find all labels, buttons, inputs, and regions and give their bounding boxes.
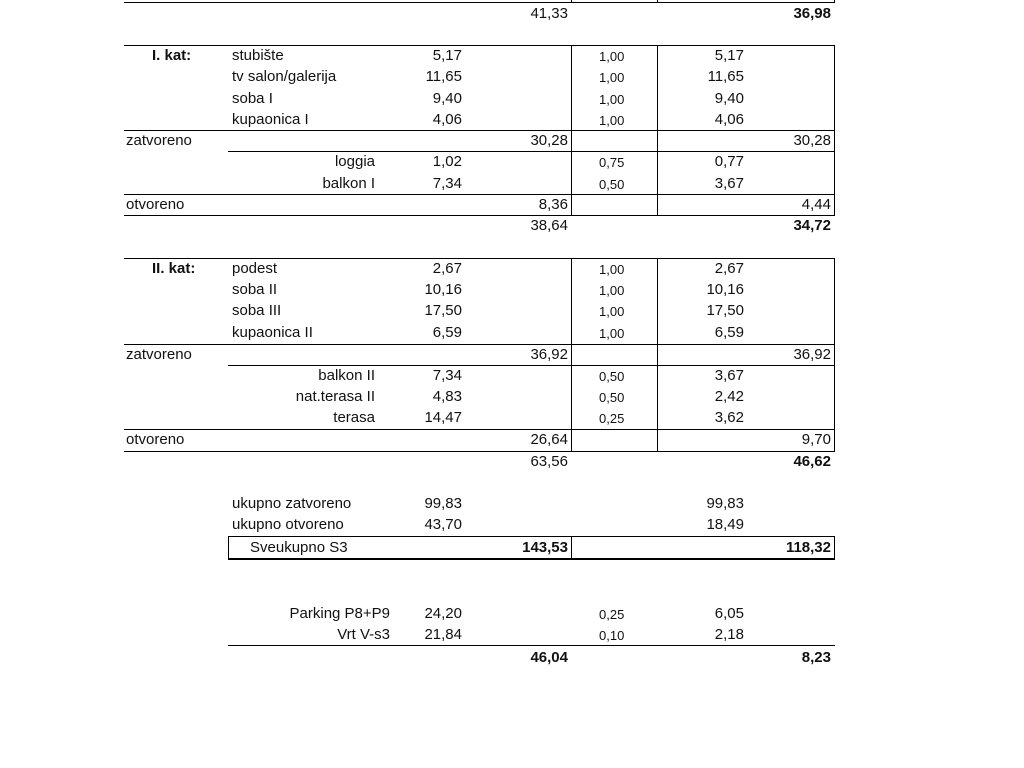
rule bbox=[228, 151, 835, 152]
open-item-name: nat.terasa II bbox=[295, 388, 375, 405]
open-item-reduced: 3,67 bbox=[714, 175, 744, 192]
open-reduced: 9,70 bbox=[801, 431, 831, 448]
rule bbox=[571, 258, 572, 452]
room-name: kupaonica I bbox=[232, 111, 309, 128]
closed-reduced: 30,28 bbox=[793, 132, 831, 149]
open-item-area: 1,02 bbox=[432, 153, 462, 170]
section-sum-left: 41,33 bbox=[530, 5, 568, 22]
room-coef: 1,00 bbox=[599, 113, 625, 128]
rule bbox=[571, 536, 572, 559]
rule bbox=[124, 2, 834, 3]
extras-total-right: 8,23 bbox=[801, 649, 831, 666]
room-reduced: 5,17 bbox=[714, 47, 744, 64]
rule bbox=[834, 258, 835, 452]
open-item-reduced: 3,67 bbox=[714, 367, 744, 384]
closed-area: 30,28 bbox=[530, 132, 568, 149]
room-coef: 1,00 bbox=[599, 262, 625, 277]
open-area: 26,64 bbox=[530, 431, 568, 448]
section-sum-right: 36,98 bbox=[793, 5, 831, 22]
summary-closed-area: 99,83 bbox=[424, 495, 462, 512]
rule bbox=[228, 645, 835, 646]
floor-total-left: 63,56 bbox=[530, 453, 568, 470]
rule bbox=[657, 258, 658, 452]
open-item-reduced: 2,42 bbox=[714, 388, 744, 405]
room-name: kupaonica II bbox=[232, 324, 313, 341]
room-reduced: 9,40 bbox=[714, 90, 744, 107]
rule bbox=[124, 215, 835, 216]
summary-open-reduced: 18,49 bbox=[706, 516, 744, 533]
room-area: 10,16 bbox=[424, 281, 462, 298]
rule bbox=[124, 258, 835, 259]
room-area: 2,67 bbox=[432, 260, 462, 277]
room-name: tv salon/galerija bbox=[232, 68, 337, 85]
rule bbox=[834, 0, 835, 3]
room-area: 5,17 bbox=[432, 47, 462, 64]
rule bbox=[228, 365, 835, 366]
floor-total-left: 38,64 bbox=[530, 217, 568, 234]
extra-item-coef: 0,10 bbox=[599, 628, 625, 643]
open-item-coef: 0,50 bbox=[599, 177, 625, 192]
rule bbox=[124, 45, 835, 46]
room-reduced: 4,06 bbox=[714, 111, 744, 128]
floor-total-right: 46,62 bbox=[793, 453, 831, 470]
room-area: 17,50 bbox=[424, 302, 462, 319]
rule bbox=[124, 344, 835, 345]
room-reduced: 10,16 bbox=[706, 281, 744, 298]
floor-total-right: 34,72 bbox=[793, 217, 831, 234]
extra-item-name: Parking P8+P9 bbox=[289, 605, 390, 622]
open-item-name: loggia bbox=[334, 153, 375, 170]
room-coef: 1,00 bbox=[599, 326, 625, 341]
extra-item-reduced: 6,05 bbox=[714, 605, 744, 622]
room-reduced: 2,67 bbox=[714, 260, 744, 277]
open-item-coef: 0,75 bbox=[599, 155, 625, 170]
extra-item-area: 24,20 bbox=[424, 605, 462, 622]
room-name: soba I bbox=[232, 90, 273, 107]
closed-label: zatvoreno bbox=[126, 132, 192, 149]
room-name: soba III bbox=[232, 302, 282, 319]
rule bbox=[657, 0, 658, 3]
rule bbox=[228, 536, 835, 537]
summary-closed-label: ukupno zatvoreno bbox=[232, 495, 352, 512]
rule bbox=[228, 558, 835, 560]
room-name: soba II bbox=[232, 281, 278, 298]
open-item-coef: 0,50 bbox=[599, 390, 625, 405]
grand-total-left: 143,53 bbox=[522, 539, 568, 556]
open-item-area: 7,34 bbox=[432, 175, 462, 192]
summary-closed-reduced: 99,83 bbox=[706, 495, 744, 512]
open-item-name: terasa bbox=[333, 409, 375, 426]
rule bbox=[124, 451, 835, 452]
rule bbox=[124, 429, 835, 430]
open-item-coef: 0,50 bbox=[599, 369, 625, 384]
closed-area: 36,92 bbox=[530, 346, 568, 363]
room-area: 4,06 bbox=[432, 111, 462, 128]
rule bbox=[124, 130, 835, 131]
floor-label: II. kat: bbox=[152, 260, 196, 277]
room-coef: 1,00 bbox=[599, 283, 625, 298]
room-name: podest bbox=[232, 260, 278, 277]
grand-total-label: Sveukupno S3 bbox=[250, 539, 348, 556]
floor-label: I. kat: bbox=[152, 47, 192, 64]
open-item-coef: 0,25 bbox=[599, 411, 625, 426]
summary-open-label: ukupno otvoreno bbox=[232, 516, 344, 533]
room-reduced: 17,50 bbox=[706, 302, 744, 319]
room-coef: 1,00 bbox=[599, 92, 625, 107]
extras-total-left: 46,04 bbox=[530, 649, 568, 666]
room-coef: 1,00 bbox=[599, 49, 625, 64]
room-name: stubište bbox=[232, 47, 284, 64]
room-area: 9,40 bbox=[432, 90, 462, 107]
open-reduced: 4,44 bbox=[801, 196, 831, 213]
open-label: otvoreno bbox=[126, 196, 185, 213]
open-item-reduced: 3,62 bbox=[714, 409, 744, 426]
room-reduced: 11,65 bbox=[707, 68, 744, 85]
extra-item-reduced: 2,18 bbox=[714, 626, 744, 643]
room-coef: 1,00 bbox=[599, 70, 625, 85]
open-item-reduced: 0,77 bbox=[714, 153, 744, 170]
open-item-area: 14,47 bbox=[424, 409, 462, 426]
open-item-name: balkon II bbox=[318, 367, 375, 384]
extra-item-area: 21,84 bbox=[424, 626, 462, 643]
summary-open-area: 43,70 bbox=[424, 516, 462, 533]
open-item-name: balkon I bbox=[322, 175, 375, 192]
room-coef: 1,00 bbox=[599, 304, 625, 319]
room-area: 6,59 bbox=[432, 324, 462, 341]
open-label: otvoreno bbox=[126, 431, 185, 448]
rule bbox=[124, 194, 835, 195]
extra-item-name: Vrt V-s3 bbox=[337, 626, 390, 643]
grand-total-right: 118,32 bbox=[785, 539, 831, 556]
open-item-area: 4,83 bbox=[432, 388, 462, 405]
closed-label: zatvoreno bbox=[126, 346, 192, 363]
room-reduced: 6,59 bbox=[714, 324, 744, 341]
rule bbox=[571, 0, 572, 3]
rule bbox=[228, 536, 229, 559]
room-area: 11,65 bbox=[425, 68, 462, 85]
extra-item-coef: 0,25 bbox=[599, 607, 625, 622]
rule bbox=[834, 536, 835, 559]
open-item-area: 7,34 bbox=[432, 367, 462, 384]
open-area: 8,36 bbox=[538, 196, 568, 213]
closed-reduced: 36,92 bbox=[793, 346, 831, 363]
